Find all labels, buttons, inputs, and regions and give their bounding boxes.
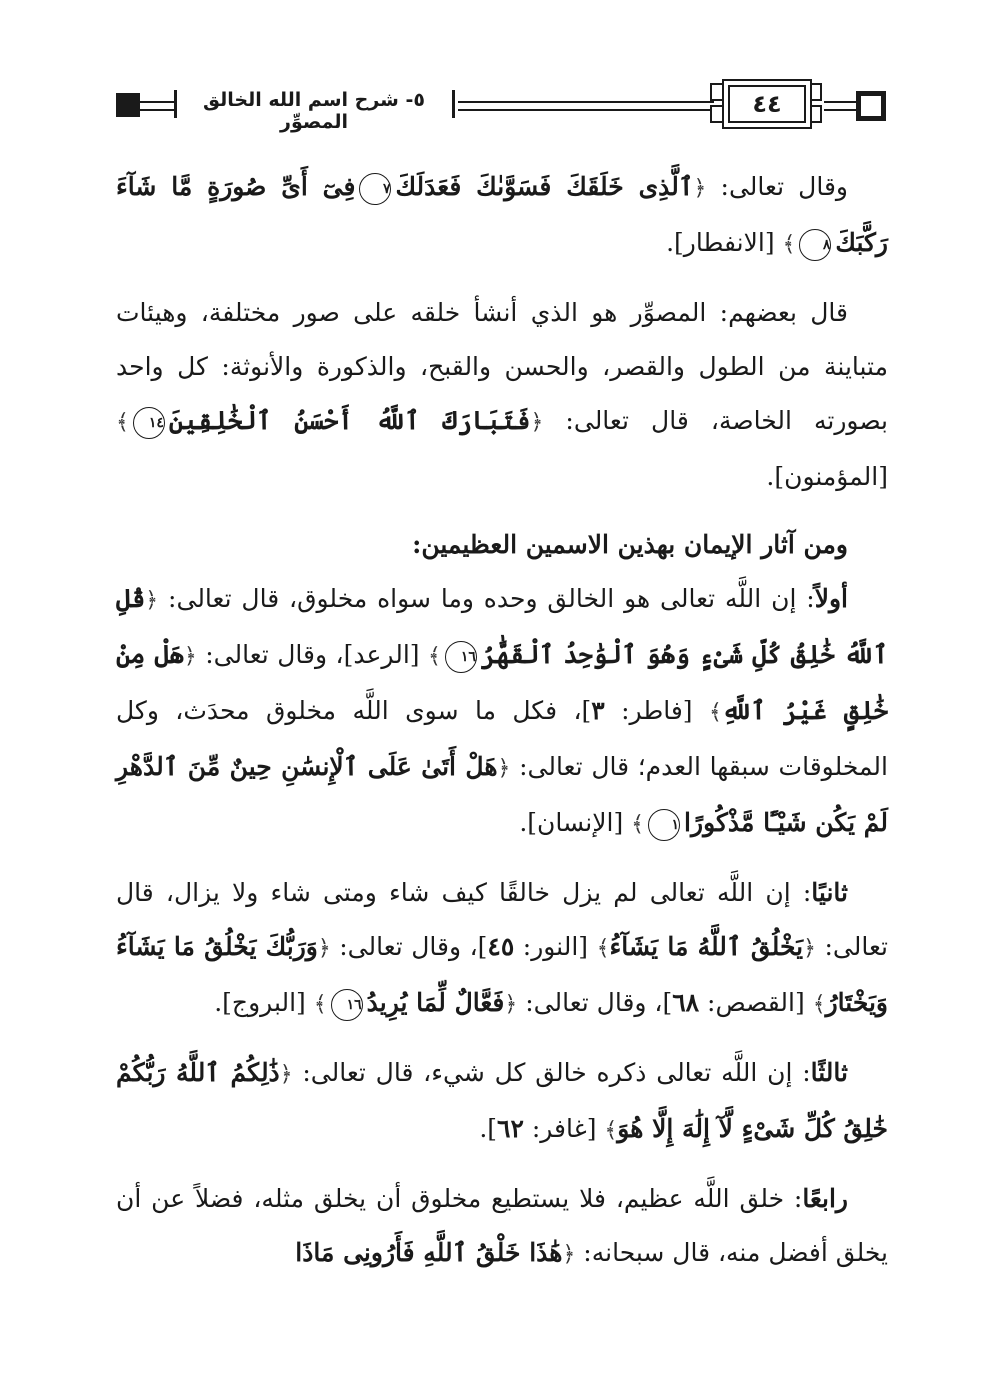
black-square-ornament [116, 93, 140, 117]
verse-reference-number: ٣ [591, 696, 605, 725]
quran-verse: ٱلَّذِى خَلَقَكَ فَسَوَّىٰكَ فَعَدَلَكَ [395, 172, 694, 201]
text-run: [غافر: [523, 1114, 605, 1143]
bracket-ornament: ﴾ [708, 700, 722, 725]
text-run: [القصص: [699, 988, 813, 1017]
quran-verse: هَٰذَا خَلْقُ ٱللَّهِ فَأَرُونِى مَاذَا [295, 1238, 563, 1267]
verse-reference-number: ٦٨ [672, 988, 700, 1017]
chapter-title: ٥- شرح اسم الله الخالق المصوِّر [203, 89, 425, 133]
verse-number-marker: ١ [648, 809, 680, 841]
divider-bar [174, 90, 177, 118]
quran-verse: فَعَّالٌ لِّمَا يُرِيدُ [366, 988, 505, 1017]
verse-number-marker: ٨ [799, 229, 831, 261]
quran-verse: هَلْ مِنْ خَٰلِقٍ غَيْرُ ٱللَّهِ [116, 640, 888, 725]
quran-verse: وَرَبُّكَ يَخْلُقُ مَا يَشَآءُ وَيَخْتَارُ [116, 932, 888, 1017]
bracket-ornament: ﴾ [782, 232, 796, 257]
text-run: [الإنسان]. [519, 808, 632, 837]
bracket-ornament: ﴾ [604, 1118, 618, 1143]
text-run: : إن اللَّه تعالى لم يزل خالقًا كيف شاء ومتى شاء ولا يزال، قال تعالى: [116, 878, 888, 961]
quran-verse: قُلِ ٱللَّهُ خَٰلِقُ كُلِّ شَىْءٍ وَهُوَ ٱلْوَٰحِدُ ٱلْقَهَّٰرُ [116, 584, 888, 669]
running-header [112, 76, 890, 134]
paragraph [116, 572, 888, 852]
paragraph [116, 1172, 888, 1282]
text-run: [البروج]. [214, 988, 314, 1017]
page-number: ٤٤ [752, 90, 782, 118]
verse-number-marker: ١٦ [445, 641, 477, 673]
header-rule-left [140, 101, 174, 111]
text-run: [المؤمنون]. [766, 462, 888, 491]
text-run: ]، وقال تعالى: [330, 932, 488, 961]
point-label: ثالثًا [810, 1058, 848, 1087]
text-run: ]، وقال تعالى: [517, 988, 673, 1017]
point-label: ثانيًا [811, 878, 848, 907]
verse-number-marker: ١٦ [331, 989, 363, 1021]
text-run: ]. [479, 1114, 498, 1143]
verse-reference-number: ٤٥ [487, 932, 515, 961]
text-run: [النور: [514, 932, 597, 961]
bracket-ornament: ﴾ [313, 992, 327, 1017]
bracket-ornament: ﴾ [428, 644, 441, 669]
point-label: رابعًا [802, 1184, 848, 1213]
paragraph [116, 286, 888, 504]
bracket-ornament: ﴿ [562, 1242, 576, 1267]
text-run: [فاطر: [604, 696, 709, 725]
paragraph [116, 160, 888, 272]
text-run: ومن آثار الإيمان بهذين الاسمين العظيمين: [412, 530, 848, 559]
text-run: وقال تعالى: [706, 172, 848, 201]
bracket-ornament: ﴿ [497, 756, 511, 781]
header-rule-right [824, 101, 860, 111]
header-rule-middle [458, 101, 714, 111]
page-number-frame [710, 79, 822, 127]
bracket-ornament: ﴾ [812, 992, 826, 1017]
quran-verse: يَخْلُقُ ٱللَّهُ مَا يَشَآءُ [609, 932, 804, 961]
point-label: أولاً [814, 584, 848, 613]
bracket-ornament: ﴾ [116, 410, 129, 435]
page-body [116, 160, 888, 1282]
bracket-ornament: ﴿ [530, 410, 544, 435]
verse-number-marker: ١٤ [133, 407, 165, 439]
bracket-ornament: ﴿ [504, 992, 518, 1017]
quran-verse: ذَٰلِكُمُ ٱللَّهُ رَبُّكُمْ خَٰلِقُ كُلِّ شَىْءٍ لَّآ إِلَٰهَ إِلَّا هُوَ [116, 1058, 888, 1143]
divider-bar [452, 90, 455, 118]
paragraph [116, 1046, 888, 1158]
bracket-ornament: ﴿ [317, 936, 331, 961]
section-heading [116, 518, 888, 572]
bracket-ornament: ﴿ [183, 644, 197, 669]
bracket-ornament: ﴿ [279, 1062, 293, 1087]
bracket-ornament: ﴾ [631, 812, 645, 837]
bracket-ornament: ﴿ [803, 936, 816, 961]
text-run: : خلق اللَّه عظيم، فلا يستطيع مخلوق أن يخلق مثله، فضلاً عن أن يخلق أفضل منه، قال سبحانه: [116, 1184, 888, 1267]
text-run: قال بعضهم: المصوِّر هو الذي أنشأ خلقه على صور مختلفة، وهيئات متباينة من الطول والقصر، والحسن والقبح، والذكورة والأنوثة: كل واحد بصورته الخاصة، قال تعالى: [116, 298, 888, 435]
bracket-ornament: ﴾ [596, 936, 610, 961]
hollow-square-ornament [856, 91, 886, 121]
verse-number-marker: ٧ [359, 173, 391, 205]
bracket-ornament: ﴿ [145, 588, 159, 613]
quran-verse: هَلْ أَتَىٰ عَلَى ٱلْإِنسَٰنِ حِينٌ مِّنَ ٱلدَّهْرِ لَمْ يَكُن شَيْـًٔا مَّذْكُورًا [116, 752, 888, 837]
quran-verse: فَتَبَارَكَ ٱللَّهُ أَحْسَنُ ٱلْخَٰلِقِينَ [168, 406, 531, 435]
text-run: ]، فكل ما سوى اللَّه مخلوق محدَث، وكل المخلوقات سبقها العدم؛ قال تعالى: [116, 696, 888, 781]
quran-verse: فِىٓ أَىِّ صُورَةٍ مَّا شَآءَ رَكَّبَكَ [116, 172, 888, 257]
text-run: : إن اللَّه تعالى ذكره خالق كل شيء، قال تعالى: [292, 1058, 811, 1087]
bracket-ornament: ﴿ [693, 176, 707, 201]
text-run: : إن اللَّه تعالى هو الخالق وحده وما سواه مخلوق، قال تعالى: [158, 584, 815, 613]
paragraph [116, 866, 888, 1032]
text-run: [الانفطار]. [666, 228, 783, 257]
text-run: [الرعد]، وقال تعالى: [196, 640, 429, 669]
verse-reference-number: ٦٢ [497, 1114, 524, 1143]
